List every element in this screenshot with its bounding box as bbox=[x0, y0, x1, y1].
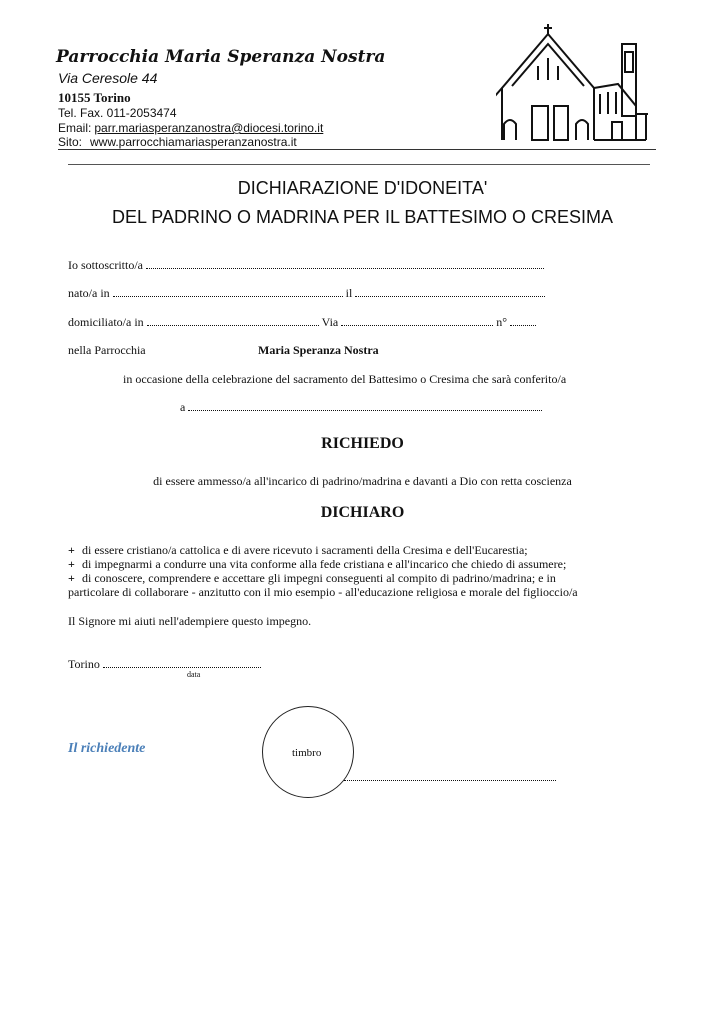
site-label: Sito: bbox=[58, 135, 83, 149]
parish-name: Parrocchia Maria Speranza Nostra bbox=[56, 47, 386, 67]
declaration-item-2-text: di impegnarmi a condurre una vita conforme alla fede cristiana e all'incarico che chiedo di assumere; bbox=[82, 557, 567, 571]
birthplace-label: nato/a in bbox=[68, 286, 110, 300]
recipient-label: a bbox=[180, 400, 186, 414]
date-input[interactable] bbox=[103, 663, 261, 668]
place-label: Torino bbox=[68, 657, 100, 671]
request-text: di essere ammesso/a all'incarico di padrino/madrina e davanti a Dio con retta coscienza bbox=[153, 474, 572, 488]
declaration-item-3 bbox=[68, 571, 668, 585]
declaration-item-1-text: di essere cristiano/a cattolica e di avere ricevuto i sacramenti della Cresima e dell'Eucarestia; bbox=[82, 543, 528, 557]
date-caption: data bbox=[187, 670, 201, 679]
plus-icon: + bbox=[68, 543, 75, 557]
parish-city: 10155 Torino bbox=[58, 90, 131, 105]
site-link[interactable]: www.parrocchiamariasperanzanostra.it bbox=[90, 135, 297, 149]
undersigned-field bbox=[68, 258, 544, 273]
email-line bbox=[58, 121, 323, 135]
occasion-text: in occasione della celebrazione del sacramento del Battesimo o Cresima che sarà conferito/a bbox=[123, 372, 567, 386]
birthplace-input[interactable] bbox=[113, 292, 343, 297]
header-divider bbox=[58, 149, 656, 150]
request-heading: RICHIEDO bbox=[321, 435, 404, 452]
parish-phone: Tel. Fax. 011-2053474 bbox=[58, 106, 177, 120]
parish-field-value: Maria Speranza Nostra bbox=[258, 343, 379, 357]
declare-heading: DICHIARO bbox=[320, 504, 405, 521]
header-divider-secondary bbox=[68, 164, 650, 165]
declaration-list bbox=[68, 543, 668, 599]
undersigned-input[interactable] bbox=[146, 264, 544, 269]
signature-input[interactable] bbox=[344, 776, 556, 781]
street-label: Via bbox=[321, 315, 339, 329]
parish-street: Via Ceresole 44 bbox=[58, 70, 158, 86]
undersigned-label: Io sottoscritto/a bbox=[68, 258, 143, 272]
church-logo-icon bbox=[496, 22, 656, 144]
declaration-item-3-text: di conoscere, comprendere e accettare gli impegni conseguenti al compito di padrino/madrina; e in bbox=[82, 571, 556, 585]
site-line bbox=[58, 135, 297, 149]
plus-icon: + bbox=[68, 571, 75, 585]
document-title: DICHIARAZIONE D'IDONEITA' bbox=[237, 178, 488, 198]
number-label: n° bbox=[496, 315, 508, 329]
declaration-item-1 bbox=[68, 543, 668, 557]
signature-field bbox=[344, 770, 556, 785]
prayer-text: Il Signore mi aiuti nell'adempiere questo impegno. bbox=[68, 614, 312, 628]
stamp-label: timbro bbox=[292, 747, 322, 759]
recipient-input[interactable] bbox=[188, 406, 542, 411]
email-link[interactable]: parr.mariasperanzanostra@diocesi.torino.it bbox=[94, 121, 324, 135]
birth-field bbox=[68, 286, 545, 301]
domicile-label: domiciliato/a in bbox=[68, 315, 144, 329]
requester-label: Il richiedente bbox=[68, 741, 146, 756]
domicile-input[interactable] bbox=[147, 321, 319, 326]
birthdate-label: il bbox=[345, 286, 353, 300]
email-label: Email: bbox=[58, 121, 92, 135]
declaration-item-2 bbox=[68, 557, 668, 571]
birthdate-input[interactable] bbox=[355, 292, 545, 297]
plus-icon: + bbox=[68, 557, 75, 571]
recipient-field bbox=[180, 400, 542, 415]
parish-field-label: nella Parrocchia bbox=[68, 343, 146, 357]
document-subtitle: DEL PADRINO O MADRINA PER IL BATTESIMO O CRESIMA bbox=[111, 207, 614, 227]
domicile-field bbox=[68, 315, 536, 330]
number-input[interactable] bbox=[510, 321, 536, 326]
declaration-item-3-continued: particolare di collaborare - anzitutto con il mio esempio - all'educazione religiosa e morale del figlioccio/a bbox=[68, 585, 578, 599]
date-field bbox=[68, 657, 261, 672]
street-input[interactable] bbox=[341, 321, 493, 326]
